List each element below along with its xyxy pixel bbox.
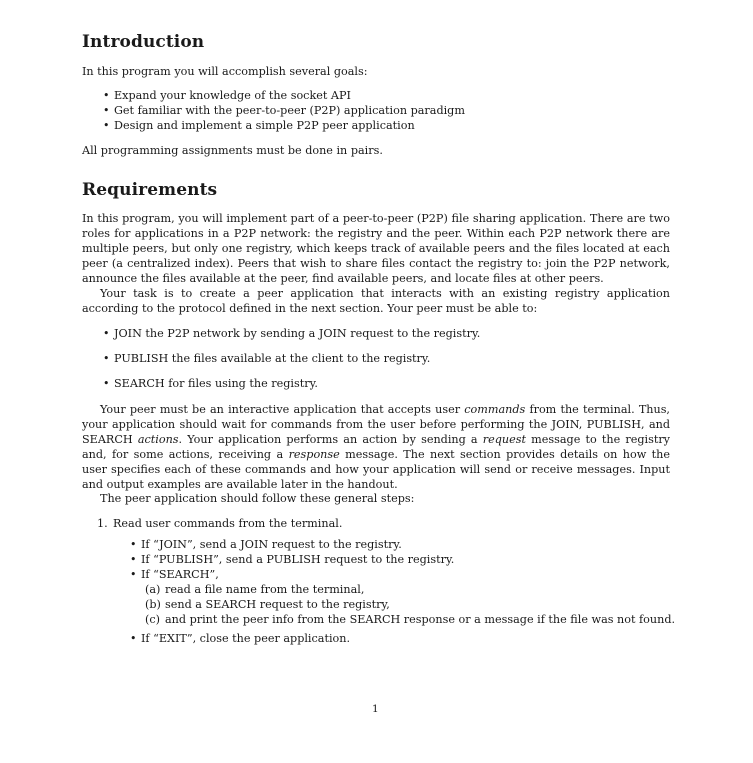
command-item-exit: If “EXIT”, close the peer application. <box>141 632 351 645</box>
para3-text: . Your application performs an action by sending a <box>178 433 483 446</box>
bullet-marker: • <box>103 327 110 340</box>
para3-text: Your peer must be an interactive application that accepts user <box>100 403 465 416</box>
ability-item: SEARCH for files using the registry. <box>114 377 318 390</box>
para3-emphasis-request: request <box>482 433 526 446</box>
requirements-paragraph-4: The peer application should follow these general steps: <box>100 492 415 505</box>
command-item-search: If “SEARCH”, <box>141 568 219 581</box>
para3-text: from the terminal. Thus, your application should wait for commands from the user before performing the JOIN, PUBLISH, and SEARCH <box>82 403 670 446</box>
bullet-marker: • <box>130 632 137 645</box>
introduction-heading: Introduction <box>82 32 205 52</box>
para3-text: message to the registry and, for some actions, receiving a <box>82 433 670 461</box>
bullet-marker: • <box>130 568 137 581</box>
goal-item: Design and implement a simple P2P peer application <box>114 119 415 132</box>
para3-emphasis-actions: actions <box>137 433 179 446</box>
command-item-join: If “JOIN”, send a JOIN request to the registry. <box>141 538 402 551</box>
search-step-text: read a file name from the terminal, <box>165 583 365 596</box>
bullet-marker: • <box>103 104 110 117</box>
para3-emphasis-commands: commands <box>464 403 526 416</box>
search-step-label: (a) <box>145 583 161 596</box>
bullet-marker: • <box>103 119 110 132</box>
bullet-marker: • <box>130 553 137 566</box>
search-step-text: send a SEARCH request to the registry, <box>165 598 390 611</box>
step-text: Read user commands from the terminal. <box>113 517 343 530</box>
search-step-label: (c) <box>145 613 160 626</box>
search-step-text: and print the peer info from the SEARCH response or a message if the file was not found. <box>165 613 676 626</box>
requirements-heading: Requirements <box>82 180 218 200</box>
para3-text: message. The next section provides details on how the user specifies each of these commands and how your application will send or receive messages. Input and output examples are available later in the handout. <box>82 448 670 491</box>
goal-item: Get familiar with the peer-to-peer (P2P) application paradigm <box>114 104 465 117</box>
requirements-paragraph-1: In this program, you will implement part of a peer-to-peer (P2P) file sharing application. There are two roles for applications in a P2P network: the registry and the peer. Within each P2P network there are multiple peers, but only one registry, which keeps track of available peers and the files located at each peer (a centralized index). Peers that wish to share files contact the registry to: join the P2P network, announce the files available at the peer, find available peers, and locate files at other peers. <box>82 212 670 285</box>
para3-emphasis-response: response <box>288 448 340 461</box>
step-number: 1. <box>97 517 108 530</box>
command-item-publish: If “PUBLISH”, send a PUBLISH request to the registry. <box>141 553 455 566</box>
requirements-paragraph-2: Your task is to create a peer application that interacts with an existing registry application according to the protocol defined in the next section. Your peer must be able to: <box>82 287 670 315</box>
goal-item: Expand your knowledge of the socket API <box>114 89 351 102</box>
search-step-label: (b) <box>145 598 161 611</box>
ability-item: JOIN the P2P network by sending a JOIN request to the registry. <box>114 327 481 340</box>
bullet-marker: • <box>103 352 110 365</box>
pairs-note: All programming assignments must be done in pairs. <box>82 144 383 157</box>
bullet-marker: • <box>103 89 110 102</box>
page-number: 1 <box>372 703 379 715</box>
intro-lead-text: In this program you will accomplish several goals: <box>82 65 368 78</box>
requirements-paragraph-3 <box>82 402 670 492</box>
bullet-marker: • <box>103 377 110 390</box>
ability-item: PUBLISH the files available at the client to the registry. <box>114 352 431 365</box>
bullet-marker: • <box>130 538 137 551</box>
